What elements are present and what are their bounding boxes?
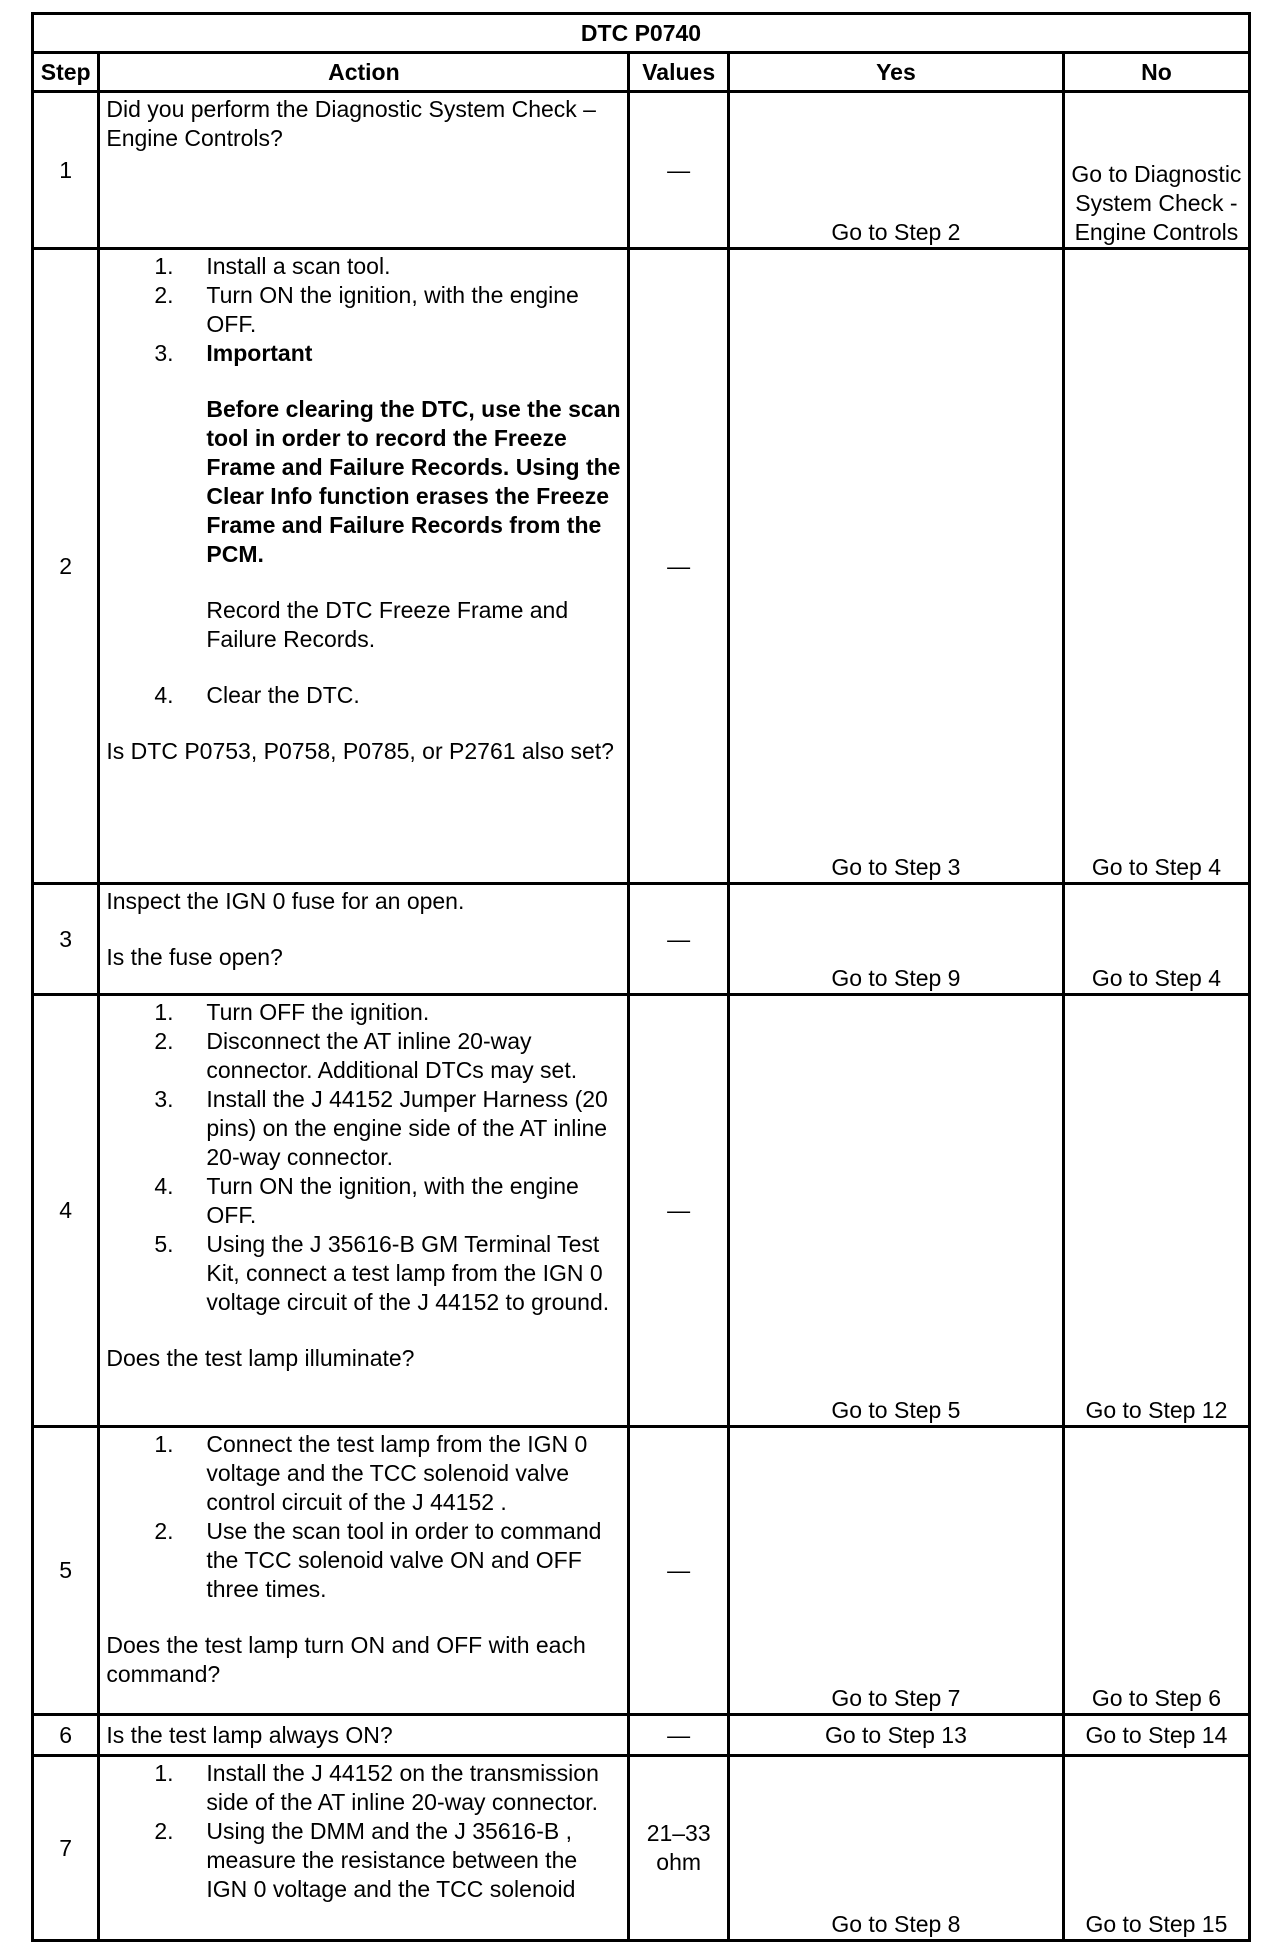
no-cell: Go to Step 4 <box>1063 249 1249 884</box>
no-cell: Go to Diagnostic System Check - Engine Controls <box>1063 92 1249 249</box>
question-text: Is the fuse open? <box>106 944 283 970</box>
yes-cell: Go to Step 8 <box>728 1756 1063 1941</box>
question-text: Does the test lamp illuminate? <box>106 1345 415 1371</box>
no-cell: Go to Step 6 <box>1063 1427 1249 1715</box>
header-no: No <box>1063 53 1249 92</box>
action-cell <box>99 1756 629 1941</box>
list-item: 4. Turn ON the ignition, with the engine OFF. <box>154 1173 579 1228</box>
action-cell <box>99 995 629 1427</box>
values-cell: — <box>629 884 729 995</box>
action-cell <box>99 884 629 995</box>
yes-cell: Go to Step 5 <box>728 995 1063 1427</box>
question-text: Is DTC P0753, P0758, P0785, or P2761 also set? <box>106 738 614 764</box>
table-row <box>33 1427 1250 1715</box>
step-number: 5 <box>33 1427 99 1715</box>
important-note: Before clearing the DTC, use the scan tool in order to record the Freeze Frame and Failure Records. Using the Clear Info function erases the Freeze Frame and Failure Records from the PCM. <box>206 396 621 567</box>
table-row <box>33 995 1250 1427</box>
action-list <box>106 252 621 710</box>
important-label: Important <box>206 340 313 366</box>
yes-cell: Go to Step 3 <box>728 249 1063 884</box>
action-cell <box>99 249 629 884</box>
list-item: 1. Install the J 44152 on the transmission side of the AT inline 20-way connector. <box>154 1760 599 1815</box>
header-step: Step <box>33 53 99 92</box>
no-cell: Go to Step 4 <box>1063 884 1249 995</box>
table-row <box>33 1715 1250 1756</box>
important-followup: Record the DTC Freeze Frame and Failure Records. <box>206 597 569 652</box>
no-cell: Go to Step 15 <box>1063 1756 1249 1941</box>
table-row <box>33 249 1250 884</box>
list-item: 2. Turn ON the ignition, with the engine OFF. <box>154 282 579 337</box>
list-item: 5. Using the J 35616-B GM Terminal Test Kit, connect a test lamp from the IGN 0 voltage circuit of the J 44152 to ground. <box>154 1231 610 1315</box>
step-number: 6 <box>33 1715 99 1756</box>
table-row <box>33 884 1250 995</box>
table-row <box>33 1756 1250 1941</box>
table-title: DTC P0740 <box>33 14 1250 53</box>
list-item: 2. Use the scan tool in order to command the TCC solenoid valve ON and OFF three times. <box>154 1518 602 1602</box>
action-cell <box>99 1715 629 1756</box>
question-text: Does the test lamp turn ON and OFF with each command? <box>106 1632 586 1687</box>
action-cell <box>99 92 629 249</box>
header-yes: Yes <box>728 53 1063 92</box>
step-number: 3 <box>33 884 99 995</box>
table-row <box>33 92 1250 249</box>
list-item: 2. Disconnect the AT inline 20-way connector. Additional DTCs may set. <box>154 1028 578 1083</box>
list-item: 3. Important Before clearing the DTC, use the scan tool in order to record the Freeze Frame and Failure Records. Using the Clear Info function erases the Freeze Frame and Failure Records from the PCM. Record the DTC Freeze Frame and Failure Records. <box>154 340 621 652</box>
values-cell: 21–33 ohm <box>629 1756 729 1941</box>
values-cell: — <box>629 249 729 884</box>
dtc-table <box>31 12 1251 1942</box>
yes-cell: Go to Step 9 <box>728 884 1063 995</box>
question-text: Is the test lamp always ON? <box>106 1721 393 1748</box>
action-list <box>106 998 621 1317</box>
yes-cell: Go to Step 13 <box>728 1715 1063 1756</box>
header-row <box>33 53 1250 92</box>
no-cell: Go to Step 14 <box>1063 1715 1249 1756</box>
action-list <box>106 1430 621 1604</box>
yes-cell: Go to Step 2 <box>728 92 1063 249</box>
values-cell: — <box>629 92 729 249</box>
list-item: 4. Clear the DTC. <box>154 682 360 708</box>
yes-cell: Go to Step 7 <box>728 1427 1063 1715</box>
header-values: Values <box>629 53 729 92</box>
step-number: 1 <box>33 92 99 249</box>
list-item: 2. Using the DMM and the J 35616-B , measure the resistance between the IGN 0 voltage and the TCC solenoid <box>154 1818 578 1902</box>
list-item: 3. Install the J 44152 Jumper Harness (20 pins) on the engine side of the AT inline 20-way connector. <box>154 1086 608 1170</box>
list-item: 1. Install a scan tool. <box>154 253 391 279</box>
values-cell: — <box>629 995 729 1427</box>
list-item: 1. Turn OFF the ignition. <box>154 999 430 1025</box>
step-number: 7 <box>33 1756 99 1941</box>
action-cell <box>99 1427 629 1715</box>
question-text: Did you perform the Diagnostic System Check – Engine Controls? <box>106 96 596 151</box>
statement-text: Inspect the IGN 0 fuse for an open. <box>106 888 465 914</box>
step-number: 4 <box>33 995 99 1427</box>
values-cell: — <box>629 1715 729 1756</box>
step-number: 2 <box>33 249 99 884</box>
list-item: 1. Connect the test lamp from the IGN 0 voltage and the TCC solenoid valve control circuit of the J 44152 . <box>154 1431 588 1515</box>
header-action: Action <box>99 53 629 92</box>
no-cell: Go to Step 12 <box>1063 995 1249 1427</box>
values-cell: — <box>629 1427 729 1715</box>
action-list <box>106 1759 621 1904</box>
